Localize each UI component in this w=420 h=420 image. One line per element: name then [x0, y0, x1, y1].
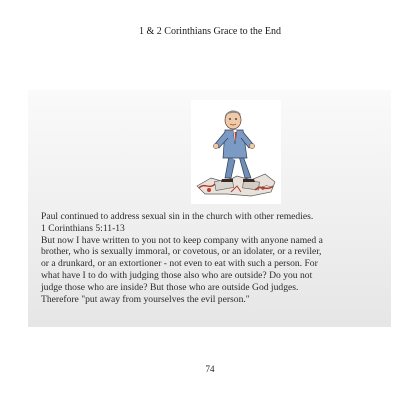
passage-line: But now I have written to you not to keep company with anyone named a	[41, 234, 323, 246]
cartoon-man-standing-on-rubble	[191, 100, 281, 204]
passage-line: or a drunkard, or an extortioner - not even to eat with such a person. For	[41, 258, 318, 270]
passage-line-intro: Paul continued to address sexual sin in the church with other remedies.	[41, 211, 314, 222]
scripture-passage	[41, 211, 386, 305]
page-title: 1 & 2 Corinthians Grace to the End	[139, 26, 281, 37]
cartoon-illustration	[191, 100, 281, 204]
passage-line: judge those who are inside? But those who are outside God judges.	[41, 281, 299, 293]
page-number: 74	[205, 364, 215, 374]
passage-line: brother, who is sexually immoral, or covetous, or an idolater, or a reviler,	[41, 246, 322, 258]
passage-line: Therefore "put away from yourselves the evil person."	[41, 293, 250, 305]
passage-line-reference: 1 Corinthians 5:11-13	[41, 222, 125, 234]
passage-line: what have I to do with judging those also who are outside? Do you not	[41, 269, 313, 281]
